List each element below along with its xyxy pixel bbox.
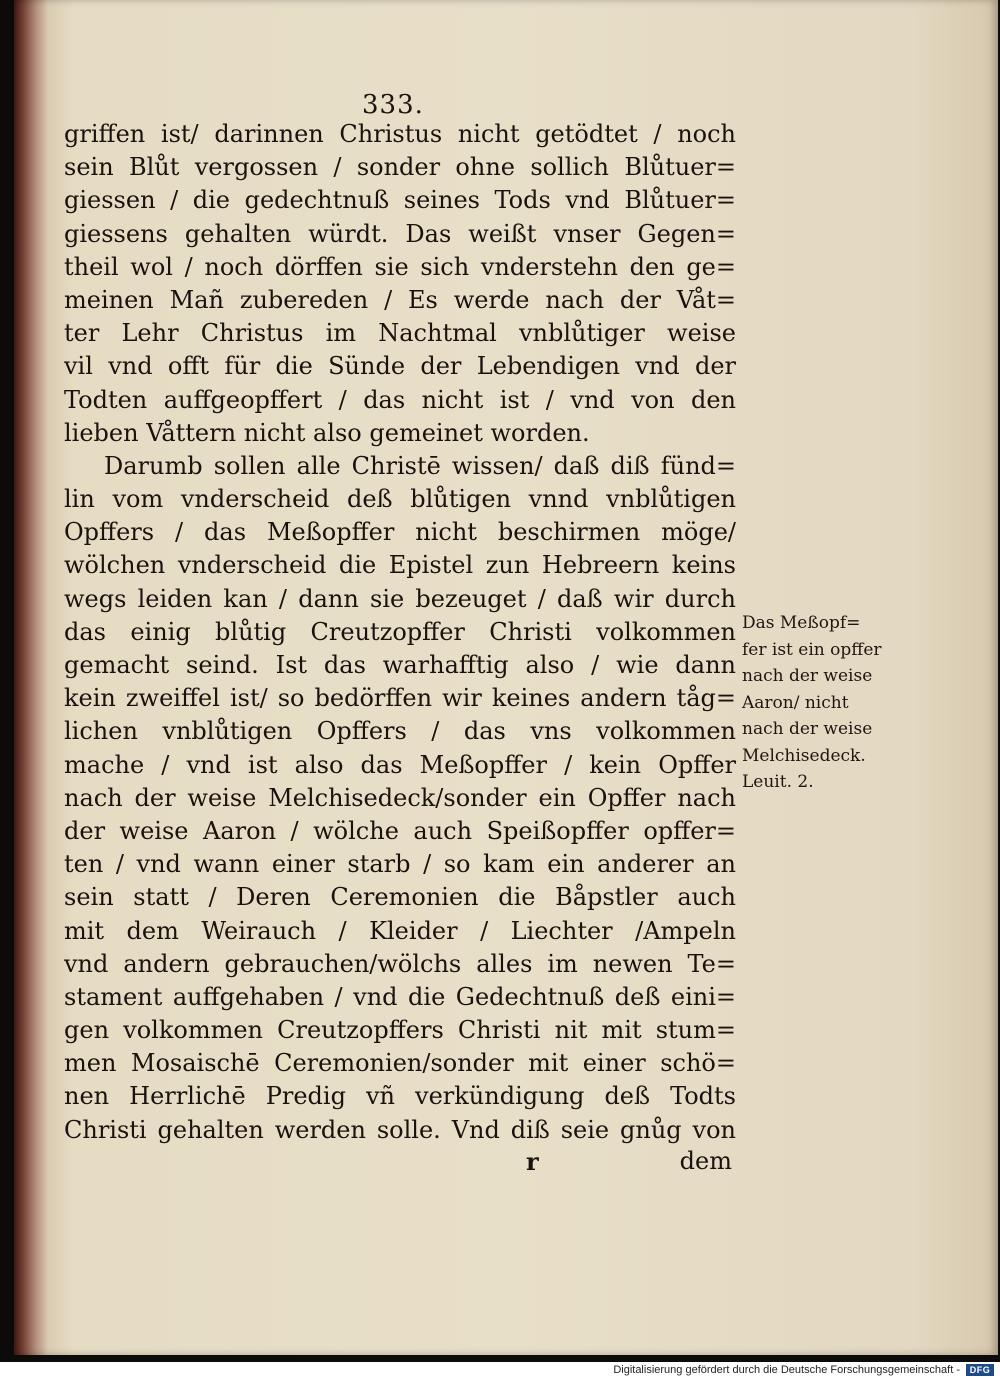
text-line: stament auffgehaben / vnd die Gedechtnuß deß eini=: [64, 982, 736, 1011]
text-line: Christi gehalten werden solle. Vnd diß seie gnůg von: [64, 1115, 736, 1144]
marginal-line: nach der weise: [742, 666, 873, 686]
text-line: lichen vnblůtigen Opffers / das vns volkommen: [64, 717, 736, 746]
marginal-line: Aaron/ nicht: [742, 692, 849, 713]
text-line: mache / vnd ist also das Meßopffer / kein Opffer: [64, 750, 736, 779]
text-line: lin vom vnderscheid deß blůtigen vnnd vnblůtigen: [64, 485, 736, 514]
signature-mark: r: [526, 1147, 539, 1176]
text-line: nach der weise Melchisedeck/sonder ein Opffer nach: [64, 783, 736, 812]
text-line: gemacht seind. Ist das warhafftig also / wie dann: [64, 651, 736, 679]
text-line: mit dem Weirauch / Kleider / Liechter /Ampeln: [64, 916, 736, 945]
text-line: kein zweiffel ist/ so bedörffen wir keines andern tåg=: [64, 684, 736, 713]
text-line: ten / vnd wann einer starb / so kam ein anderer an: [64, 850, 736, 879]
text-line: Todten auffgeopffert / das nicht ist / vnd von den: [64, 385, 736, 414]
text-line: sein Blůt vergossen / sonder ohne sollich Blůtuer=: [64, 153, 736, 182]
marginal-line: Melchisedeck.: [742, 745, 866, 766]
text-line: vnd andern gebrauchen/wölchs alles im newen Te=: [64, 949, 736, 978]
text-line: theil wol / noch dörffen sie sich vnderstehn den ge=: [64, 252, 736, 281]
marginal-note: [742, 610, 912, 796]
text-line: Darumb sollen alle Christē wissen/ daß diß fünd=: [104, 451, 736, 480]
text-line: giessens gehalten würdt. Das weißt vnser Gegen=: [64, 219, 736, 248]
text-line: meinen Mañ zubereden / Es werde nach der Våt=: [64, 285, 736, 314]
text-line: vil vnd offt für die Sünde der Lebendigen vnd der: [64, 352, 736, 381]
marginal-line: Das Meßopf=: [742, 613, 861, 633]
text-line: giessen / die gedechtnuß seines Tods vnd Blůtuer=: [64, 186, 736, 215]
text-line: das einig blůtig Creutzopffer Christi volkommen: [64, 617, 736, 646]
text-line: griffen ist/ darinnen Christus nicht getödtet / noch: [64, 120, 736, 148]
marginal-line: Leuit. 2.: [742, 772, 814, 792]
footer-credit: Digitalisierung gefördert durch die Deutsche Forschungsgemeinschaft -: [613, 1364, 960, 1376]
text-line: ter Lehr Christus im Nachtmal vnblůtiger weise: [64, 319, 736, 348]
book-page: [14, 0, 998, 1355]
marginal-line: nach der weise: [742, 719, 873, 739]
catch-line: [64, 1147, 736, 1181]
text-line: der weise Aaron / wölche auch Speißopffer opffer=: [64, 816, 736, 845]
body-text: [64, 118, 736, 1147]
text-line: wegs leiden kan / dann sie bezeuget / daß wir durch: [64, 584, 736, 613]
page-number: 333.: [362, 90, 424, 120]
text-line: sein statt / Deren Ceremonien die Båpstler auch: [64, 883, 736, 912]
text-line: lieben Våttern nicht also gemeinet worden.: [64, 418, 590, 447]
text-line: Opffers / das Meßopffer nicht beschirmen möge/: [64, 518, 736, 547]
marginal-line: fer ist ein opffer: [742, 639, 882, 660]
text-line: gen volkommen Creutzopffers Christi nit mit stum=: [64, 1016, 736, 1045]
catchword: dem: [679, 1147, 732, 1175]
dfg-logo: DFG: [966, 1364, 994, 1376]
text-line: nen Herrlichē Predig vñ verkündigung deß Todts: [64, 1082, 736, 1111]
text-line: men Mosaischē Ceremonien/sonder mit einer schö=: [64, 1049, 736, 1078]
text-line: wölchen vnderscheid die Epistel zun Hebreern keins: [64, 551, 736, 580]
